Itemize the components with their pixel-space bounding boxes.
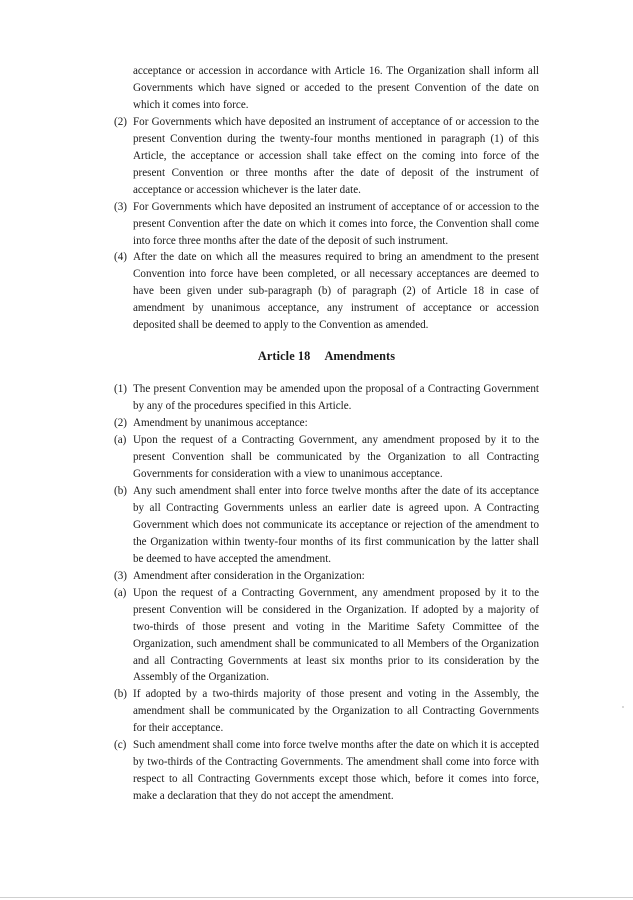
paragraph-text: Such amendment shall come into force twelve months after the date on which it is accepted by two-thirds of the Contracting Governments. The amendment shall come into force with respect to all Contracting Governments except those which, before it comes into force, make a declaration that they do not accept the amendment.: [133, 739, 539, 803]
paragraph-text: If adopted by a two-thirds majority of those present and voting in the Assembly, the amendment shall be communicated by the Organization to all Contracting Governments for their acceptance.: [133, 688, 539, 735]
paragraph-text: acceptance or accession in accordance with Article 16. The Organization shall inform all Governments which have signed or acceded to the present Convention of the date on which it comes into force.: [133, 65, 539, 111]
paragraph-marker: (3): [114, 569, 127, 582]
paragraph-text: Upon the request of a Contracting Government, any amendment proposed by it to the present Convention will be considered in the Organization. If adopted by a majority of two-thirds of those present and voting in the Maritime Safety Committee of the Organization, such amendment shall be communicated to all Members of the Organization and all Contracting Governments at least six months prior to its consideration by the Assembly of the Organization.: [133, 586, 539, 684]
article-title: Amendments: [324, 349, 396, 364]
paragraph-marker: (b): [114, 484, 127, 497]
paragraph-marker: (2): [114, 115, 127, 128]
paragraph-text: After the date on which all the measures required to bring an amendment to the present Convention into force have been completed, or all necessary acceptances are deemed to have been given under sub-paragraph (b) of paragraph (2) of Article 18 in case of amendment by unanimous acceptance, any instrument of acceptance or accession deposited shall be deemed to apply to the Convention as amended.: [133, 251, 539, 332]
paragraph-text: Upon the request of a Contracting Government, any amendment proposed by it to the present Convention shall be communicated by the Organization to all Contracting Governments for consideration with a view to unanimous acceptance.: [133, 434, 539, 481]
paragraph-text: Amendment after consideration in the Organization:: [133, 569, 365, 582]
paragraph-text: The present Convention may be amended upon the proposal of a Contracting Government by any of the procedures specified in this Article.: [133, 383, 539, 413]
article-17-paragraph-3: [114, 199, 539, 250]
scan-bottom-edge: [0, 897, 633, 898]
article-number: Article 18: [257, 349, 311, 364]
paragraph-marker: (4): [114, 251, 127, 264]
article-18-paragraph-3a: [114, 585, 539, 687]
paragraph-marker: (2): [114, 417, 127, 430]
paragraph-text: For Governments which have deposited an instrument of acceptance of or accession to the present Convention after the date on which it comes into force, the Convention shall come into force three months after the date of the deposit of such instrument.: [133, 200, 539, 247]
article-18-paragraph-3: [114, 568, 539, 585]
article-18-heading: [114, 343, 539, 369]
paragraph-text: Amendment by unanimous acceptance:: [133, 417, 308, 430]
article-17-paragraph-1-continuation: [114, 63, 539, 114]
article-17-paragraph-4: [114, 249, 539, 334]
paragraph-marker: (1): [114, 383, 127, 396]
paragraph-text: For Governments which have deposited an instrument of acceptance of or accession to the present Convention during the twenty-four months mentioned in paragraph (1) of this Article, the acceptance or accession shall take effect on the coming into force of the present Convention or three months after the date of deposit of the instrument of acceptance or accession whichever is the later date.: [133, 115, 539, 196]
paragraph-marker: (3): [114, 200, 127, 213]
article-18-paragraph-3b: [114, 686, 539, 737]
article-18-paragraph-1: [114, 381, 539, 415]
paragraph-marker: (a): [114, 586, 127, 599]
paragraph-text: Any such amendment shall enter into force twelve months after the date of its acceptance by all Contracting Governments unless an earlier date is agreed upon. A Contracting Government which does not communicate its acceptance or rejection of the amendment to the Organization within twenty-four months of its first communication by the latter shall be deemed to have accepted the amendment.: [133, 484, 539, 565]
article-18-paragraph-2: [114, 415, 539, 432]
paragraph-marker: (a): [114, 434, 127, 447]
article-18-paragraph-2b: [114, 483, 539, 568]
article-18-paragraph-2a: [114, 432, 539, 483]
paragraph-marker: (b): [114, 688, 127, 701]
paragraph-marker: (c): [114, 739, 127, 752]
document-body: [114, 63, 539, 805]
scan-speck: [622, 706, 624, 708]
article-17-paragraph-2: [114, 114, 539, 199]
article-18-paragraph-3c: [114, 737, 539, 805]
